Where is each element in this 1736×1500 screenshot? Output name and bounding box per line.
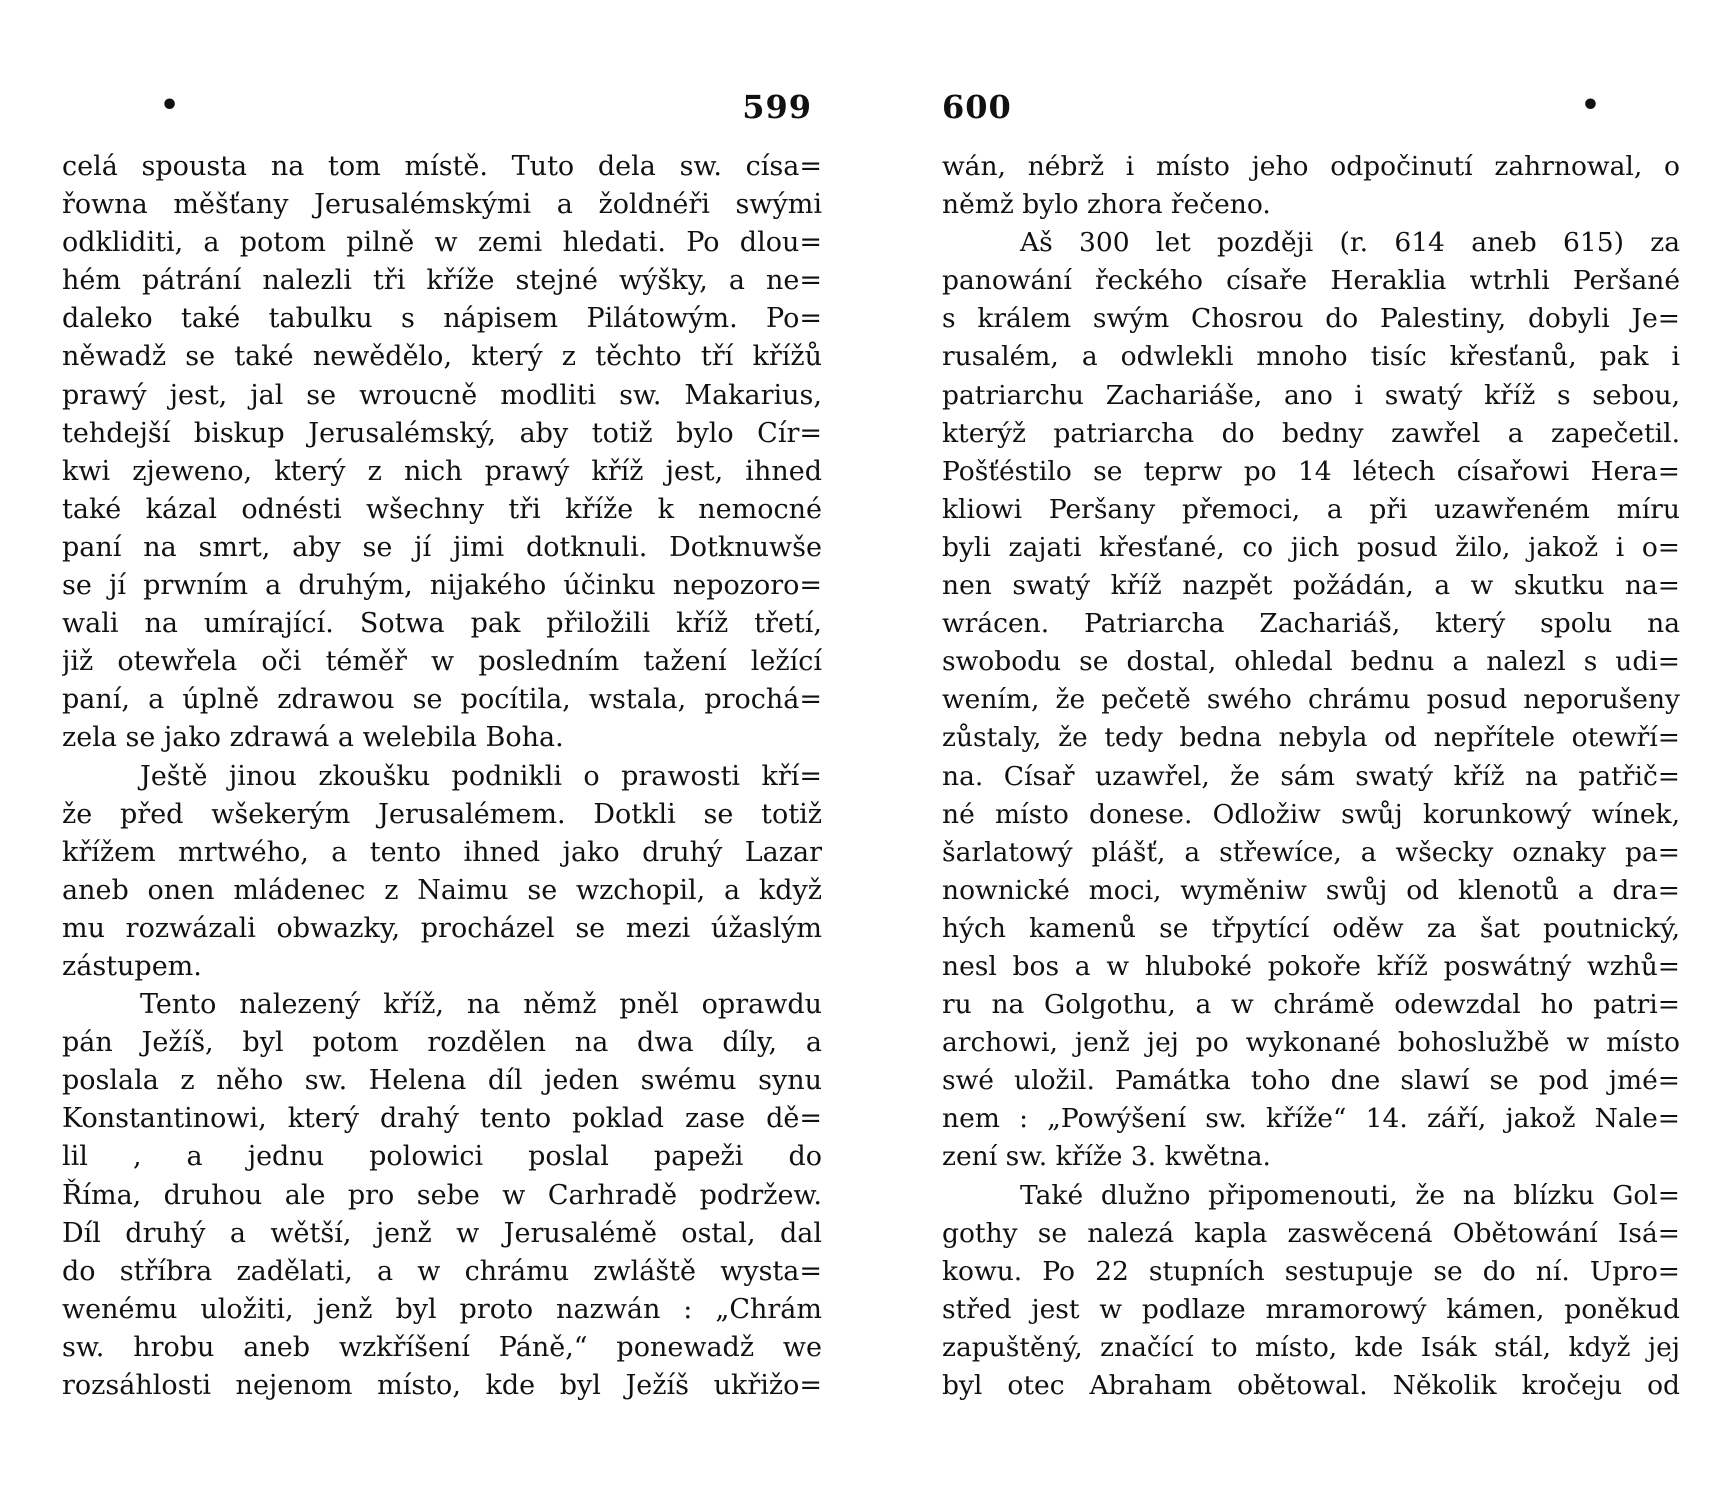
text-line: kwi zjeweno, který z nich prawý kříž jest, ihned	[62, 455, 822, 487]
text-line: Říma, druhou ale pro sebe w Carhradě podržew.	[62, 1179, 822, 1211]
page-number: 600	[942, 88, 1012, 126]
text-line: mu rozwázali obwazky, procházel se mezi úžaslým	[62, 912, 822, 944]
text-line: že před wšekerým Jerusalémem. Dotkli se totiž	[62, 798, 822, 830]
text-line: střed jest w podlaze mramorowý kámen, poněkud	[942, 1293, 1680, 1325]
text-line: lil , a jednu polowici poslal papeži do	[62, 1141, 822, 1173]
text-line: do stříbra zadělati, a w chrámu zwláště wysta=	[62, 1255, 822, 1287]
text-line: prawý jest, jal se wroucně modliti sw. Makarius,	[62, 379, 822, 411]
page-text	[62, 148, 822, 1405]
page-text	[942, 148, 1680, 1405]
text-line: nesl bos a w hluboké pokoře kříž poswátný wzhů=	[942, 950, 1680, 982]
text-line: pán Ježíš, byl potom rozdělen na dwa díly, a	[62, 1027, 822, 1059]
text-line: Ještě jinou zkoušku podnikli o prawosti kří=	[140, 760, 822, 792]
page-header	[942, 88, 1680, 132]
text-line: Tento nalezený kříž, na němž pněl oprawdu	[140, 989, 822, 1021]
text-line: byli zajati křesťané, co jich posud žilo, jakož i o=	[942, 531, 1680, 563]
text-line: aneb onen mládenec z Naimu se wzchopil, a když	[62, 874, 822, 906]
text-line: nen swatý kříž nazpět požádán, a w skutku na=	[942, 570, 1680, 602]
text-line: zení sw. kříže 3. kwětna.	[942, 1141, 1271, 1173]
text-line: zela se jako zdrawá a welebila Boha.	[62, 722, 564, 754]
text-line: Také dlužno připomenouti, že na blízku Gol=	[1020, 1179, 1680, 1211]
text-line: kliowi Peršany přemoci, a při uzawřeném míru	[942, 493, 1680, 525]
text-line: wali na umírající. Sotwa pak přiložili kříž třetí,	[62, 608, 822, 640]
text-line: Díl druhý a wětší, jenž w Jerusalémě ostal, dal	[62, 1217, 822, 1249]
text-line: patriarchu Zachariáše, ano i swatý kříž s sebou,	[942, 379, 1680, 411]
text-line: Aš 300 let později (r. 614 aneb 615) za	[1020, 227, 1680, 259]
text-line: řowna měšťany Jerusalémskými a žoldnéři swými	[62, 189, 822, 221]
text-line: archowi, jenž jej po wykonané bohoslužbě w místo	[942, 1027, 1680, 1059]
text-line: nem : „Powýšení sw. kříže“ 14. září, jakož Nale=	[942, 1103, 1680, 1135]
text-line: rozsáhlosti nejenom místo, kde byl Ježíš ukřižo=	[62, 1370, 822, 1401]
text-line: již otewřela oči téměř w posledním tažení ležící	[62, 646, 822, 678]
text-line: wenému uložiti, jenž byl proto nazwán : „Chrám	[62, 1293, 822, 1325]
text-line: hém pátrání nalezli tři kříže stejné wýšky, a ne=	[62, 265, 822, 297]
text-line: sw. hrobu aneb wzkříšení Páně,“ ponewadž we	[62, 1331, 822, 1363]
text-line: paní, a úplně zdrawou se pocítila, wstala, prochá=	[62, 684, 822, 716]
text-line: paní na smrt, aby se jí jimi dotknuli. Dotknuwše	[62, 531, 822, 563]
text-line: Pošťéstilo se teprw po 14 létech císařowi Hera=	[942, 455, 1680, 487]
text-line: odkliditi, a potom pilně w zemi hledati. Po dlou=	[62, 227, 822, 259]
header-mark: •	[160, 88, 180, 123]
text-line: se jí prwním a druhým, nijakého účinku nepozoro=	[62, 570, 822, 602]
right-page	[942, 0, 1680, 1500]
text-line: hých kamenů se třpytící oděw za šat poutnický,	[942, 912, 1680, 944]
text-line: zapuštěný, značící to místo, kde Isák stál, když jej	[942, 1331, 1680, 1363]
page-header	[62, 88, 822, 132]
text-line: Konstantinowi, který drahý tento poklad zase dě=	[62, 1103, 822, 1135]
text-line: swé uložil. Památka toho dne slawí se pod jmé=	[942, 1065, 1680, 1097]
text-line: nownické moci, wyměniw swůj od klenotů a dra=	[942, 874, 1680, 906]
page-number: 599	[742, 88, 812, 126]
header-mark: •	[1580, 88, 1600, 123]
text-line: němž bylo zhora řečeno.	[942, 189, 1271, 221]
text-line: kterýž patriarcha do bedny zawřel a zapečetil.	[942, 417, 1680, 449]
text-line: né místo donese. Odložiw swůj korunkowý wínek,	[942, 798, 1680, 830]
text-line: wán, nébrž i místo jeho odpočinutí zahrnowal, o	[942, 151, 1680, 182]
text-line: daleko také tabulku s nápisem Pilátowým. Po=	[62, 303, 822, 335]
text-line: ru na Golgothu, a w chrámě odewzdal ho patri=	[942, 989, 1680, 1021]
text-line: zůstaly, že tedy bedna nebyla od nepřítele otewří=	[942, 722, 1680, 754]
text-line: šarlatowý plášť, a střewíce, a wšecky oznaky pa=	[942, 836, 1680, 868]
left-page	[62, 0, 822, 1500]
text-line: kowu. Po 22 stupních sestupuje se do ní. Upro=	[942, 1255, 1680, 1287]
text-line: rusalém, a odwlekli mnoho tisíc křesťanů, pak i	[942, 341, 1680, 373]
text-line: wrácen. Patriarcha Zachariáš, který spolu na	[942, 608, 1680, 640]
text-line: panowání řeckého císaře Heraklia wtrhli Peršané	[942, 265, 1680, 297]
text-line: poslala z něho sw. Helena díl jeden swému synu	[62, 1065, 822, 1097]
text-line: swobodu se dostal, ohledal bednu a nalezl s udi=	[942, 646, 1680, 678]
text-line: na. Císař uzawřel, že sám swatý kříž na patřič=	[942, 760, 1680, 792]
text-line: celá spousta na tom místě. Tuto dela sw. císa=	[62, 151, 822, 182]
text-line: wením, že pečetě swého chrámu posud neporušeny	[942, 684, 1680, 716]
text-line: zástupem.	[62, 950, 202, 982]
text-line: tehdejší biskup Jerusalémský, aby totiž bylo Cír=	[62, 417, 822, 449]
text-line: gothy se nalezá kapla zaswěcená Obětowání Isá=	[942, 1217, 1680, 1249]
text-line: také kázal odnésti wšechny tři kříže k nemocné	[62, 493, 822, 525]
text-line: byl otec Abraham obětowal. Několik kročeju od	[942, 1370, 1680, 1401]
text-line: něwadž se také newědělo, který z těchto tří křížů	[62, 341, 822, 373]
text-line: s králem swým Chosrou do Palestiny, dobyli Je=	[942, 303, 1680, 335]
text-line: křížem mrtwého, a tento ihned jako druhý Lazar	[62, 836, 822, 868]
